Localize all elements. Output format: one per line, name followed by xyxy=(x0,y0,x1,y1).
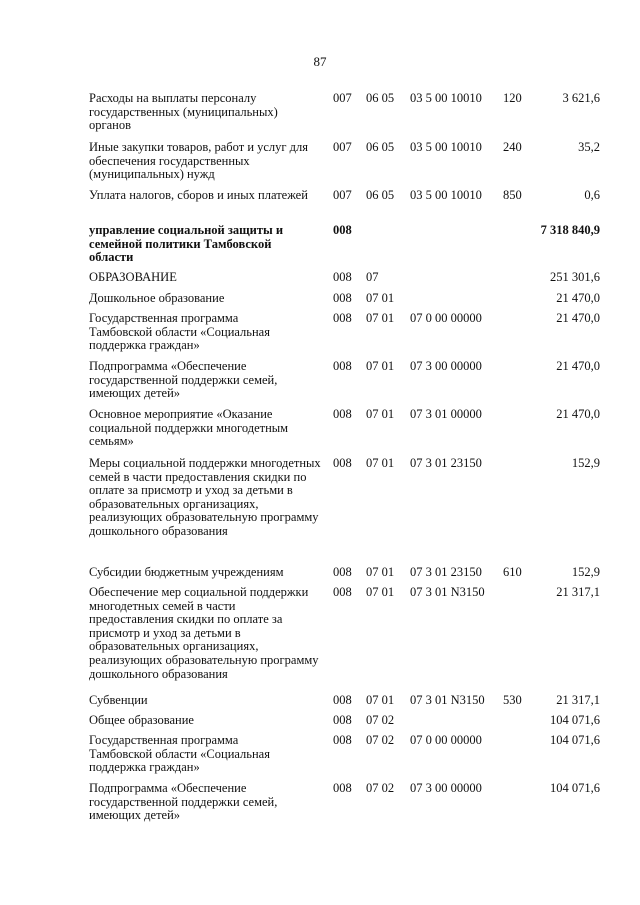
row-sum: 21 317,1 xyxy=(556,585,600,599)
row-sum: 152,9 xyxy=(571,456,600,470)
row-admin-code: 008 xyxy=(333,733,352,747)
row-expense-type: 610 xyxy=(503,565,522,579)
row-name: Субвенции xyxy=(89,693,148,707)
table-row xyxy=(0,188,640,202)
row-target-code: 07 3 00 00000 xyxy=(410,359,482,373)
row-section-code: 06 05 xyxy=(366,91,395,105)
row-section-code: 06 05 xyxy=(366,140,395,154)
row-name: Государственная программа Тамбовской области «Социальная поддержка граждан» xyxy=(89,311,270,353)
row-target-code: 07 0 00 00000 xyxy=(410,311,482,325)
row-section-code: 07 01 xyxy=(366,311,395,325)
table-row xyxy=(0,359,640,401)
row-admin-code: 008 xyxy=(333,311,352,325)
row-target-code: 07 3 00 00000 xyxy=(410,781,482,795)
row-admin-code: 008 xyxy=(333,359,352,373)
row-expense-type: 240 xyxy=(503,140,522,154)
table-row xyxy=(0,781,640,823)
table-row xyxy=(0,407,640,449)
row-name: Подпрограмма «Обеспечение государственной поддержки семей, имеющих детей» xyxy=(89,781,278,823)
page-number: 87 xyxy=(313,54,327,69)
table-row xyxy=(0,585,640,681)
row-section-code: 07 02 xyxy=(366,733,395,747)
row-section-code: 06 05 xyxy=(366,188,395,202)
row-sum: 251 301,6 xyxy=(550,270,600,284)
table-row xyxy=(0,291,640,305)
row-admin-code: 008 xyxy=(333,693,352,707)
row-section-code: 07 02 xyxy=(366,713,395,727)
table-row xyxy=(0,456,640,538)
row-admin-code: 008 xyxy=(333,456,352,470)
row-name: Общее образование xyxy=(89,713,194,727)
table-row xyxy=(0,91,640,133)
table-row xyxy=(0,733,640,775)
row-expense-type: 850 xyxy=(503,188,522,202)
row-sum: 104 071,6 xyxy=(550,713,600,727)
table-row xyxy=(0,270,640,284)
row-admin-code: 007 xyxy=(333,91,352,105)
row-target-code: 07 3 01 N3150 xyxy=(410,693,485,707)
row-expense-type: 530 xyxy=(503,693,522,707)
row-section-code: 07 02 xyxy=(366,781,395,795)
row-target-code: 07 0 00 00000 xyxy=(410,733,482,747)
row-expense-type: 120 xyxy=(503,91,522,105)
row-name: Расходы на выплаты персоналу государственных (муниципальных) органов xyxy=(89,91,278,133)
row-section-code: 07 01 xyxy=(366,407,395,421)
row-name: Иные закупки товаров, работ и услуг для обеспечения государственных (муниципальных) нужд xyxy=(89,140,309,182)
row-name: Дошкольное образование xyxy=(89,291,225,305)
table-row xyxy=(0,223,640,265)
row-sum: 21 317,1 xyxy=(556,693,600,707)
row-name: Государственная программа Тамбовской области «Социальная поддержка граждан» xyxy=(89,733,270,775)
row-sum: 152,9 xyxy=(571,565,600,579)
row-target-code: 07 3 01 23150 xyxy=(410,456,482,470)
table-row xyxy=(0,713,640,727)
row-name: Меры социальной поддержки многодетных семей в части предоставления скидки по оплате за присмотр и уход за детьми в образовательных организациях, реализующих образовательную программу дошкольного образования xyxy=(89,456,321,538)
row-admin-code: 008 xyxy=(333,407,352,421)
row-sum: 35,2 xyxy=(578,140,600,154)
row-sum: 7 318 840,9 xyxy=(540,223,600,237)
row-sum: 21 470,0 xyxy=(556,311,600,325)
table-row xyxy=(0,311,640,353)
row-admin-code: 007 xyxy=(333,188,352,202)
row-target-code: 03 5 00 10010 xyxy=(410,91,482,105)
table-row xyxy=(0,693,640,707)
row-section-code: 07 01 xyxy=(366,359,395,373)
row-section-code: 07 01 xyxy=(366,585,395,599)
row-sum: 21 470,0 xyxy=(556,291,600,305)
row-admin-code: 007 xyxy=(333,140,352,154)
row-section-code: 07 01 xyxy=(366,456,395,470)
row-name: Подпрограмма «Обеспечение государственной поддержки семей, имеющих детей» xyxy=(89,359,278,401)
table-row xyxy=(0,565,640,579)
row-section-code: 07 01 xyxy=(366,291,395,305)
row-name: Уплата налогов, сборов и иных платежей xyxy=(89,188,308,202)
row-admin-code: 008 xyxy=(333,565,352,579)
row-section-code: 07 01 xyxy=(366,693,395,707)
row-admin-code: 008 xyxy=(333,270,352,284)
row-target-code: 07 3 01 23150 xyxy=(410,565,482,579)
row-section-code: 07 01 xyxy=(366,565,395,579)
row-admin-code: 008 xyxy=(333,223,352,237)
row-sum: 21 470,0 xyxy=(556,359,600,373)
row-name: Обеспечение мер социальной поддержки многодетных семей в части предоставления скидки по оплате за присмотр и уход за детьми в образовательных организациях, реализующих образовательную программу дошкольного образования xyxy=(89,585,319,681)
row-section-code: 07 xyxy=(366,270,379,284)
row-admin-code: 008 xyxy=(333,781,352,795)
row-sum: 3 621,6 xyxy=(562,91,600,105)
table-row xyxy=(0,140,640,182)
row-sum: 0,6 xyxy=(584,188,600,202)
row-name: Субсидии бюджетным учреждениям xyxy=(89,565,284,579)
row-sum: 104 071,6 xyxy=(550,781,600,795)
row-name: ОБРАЗОВАНИЕ xyxy=(89,270,177,284)
row-admin-code: 008 xyxy=(333,713,352,727)
row-target-code: 03 5 00 10010 xyxy=(410,188,482,202)
row-admin-code: 008 xyxy=(333,291,352,305)
row-target-code: 07 3 01 00000 xyxy=(410,407,482,421)
row-target-code: 03 5 00 10010 xyxy=(410,140,482,154)
row-sum: 104 071,6 xyxy=(550,733,600,747)
row-sum: 21 470,0 xyxy=(556,407,600,421)
row-name: управление социальной защиты и семейной политики Тамбовской области xyxy=(89,223,284,265)
row-target-code: 07 3 01 N3150 xyxy=(410,585,485,599)
row-name: Основное мероприятие «Оказание социальной поддержки многодетным семьям» xyxy=(89,407,289,449)
row-admin-code: 008 xyxy=(333,585,352,599)
